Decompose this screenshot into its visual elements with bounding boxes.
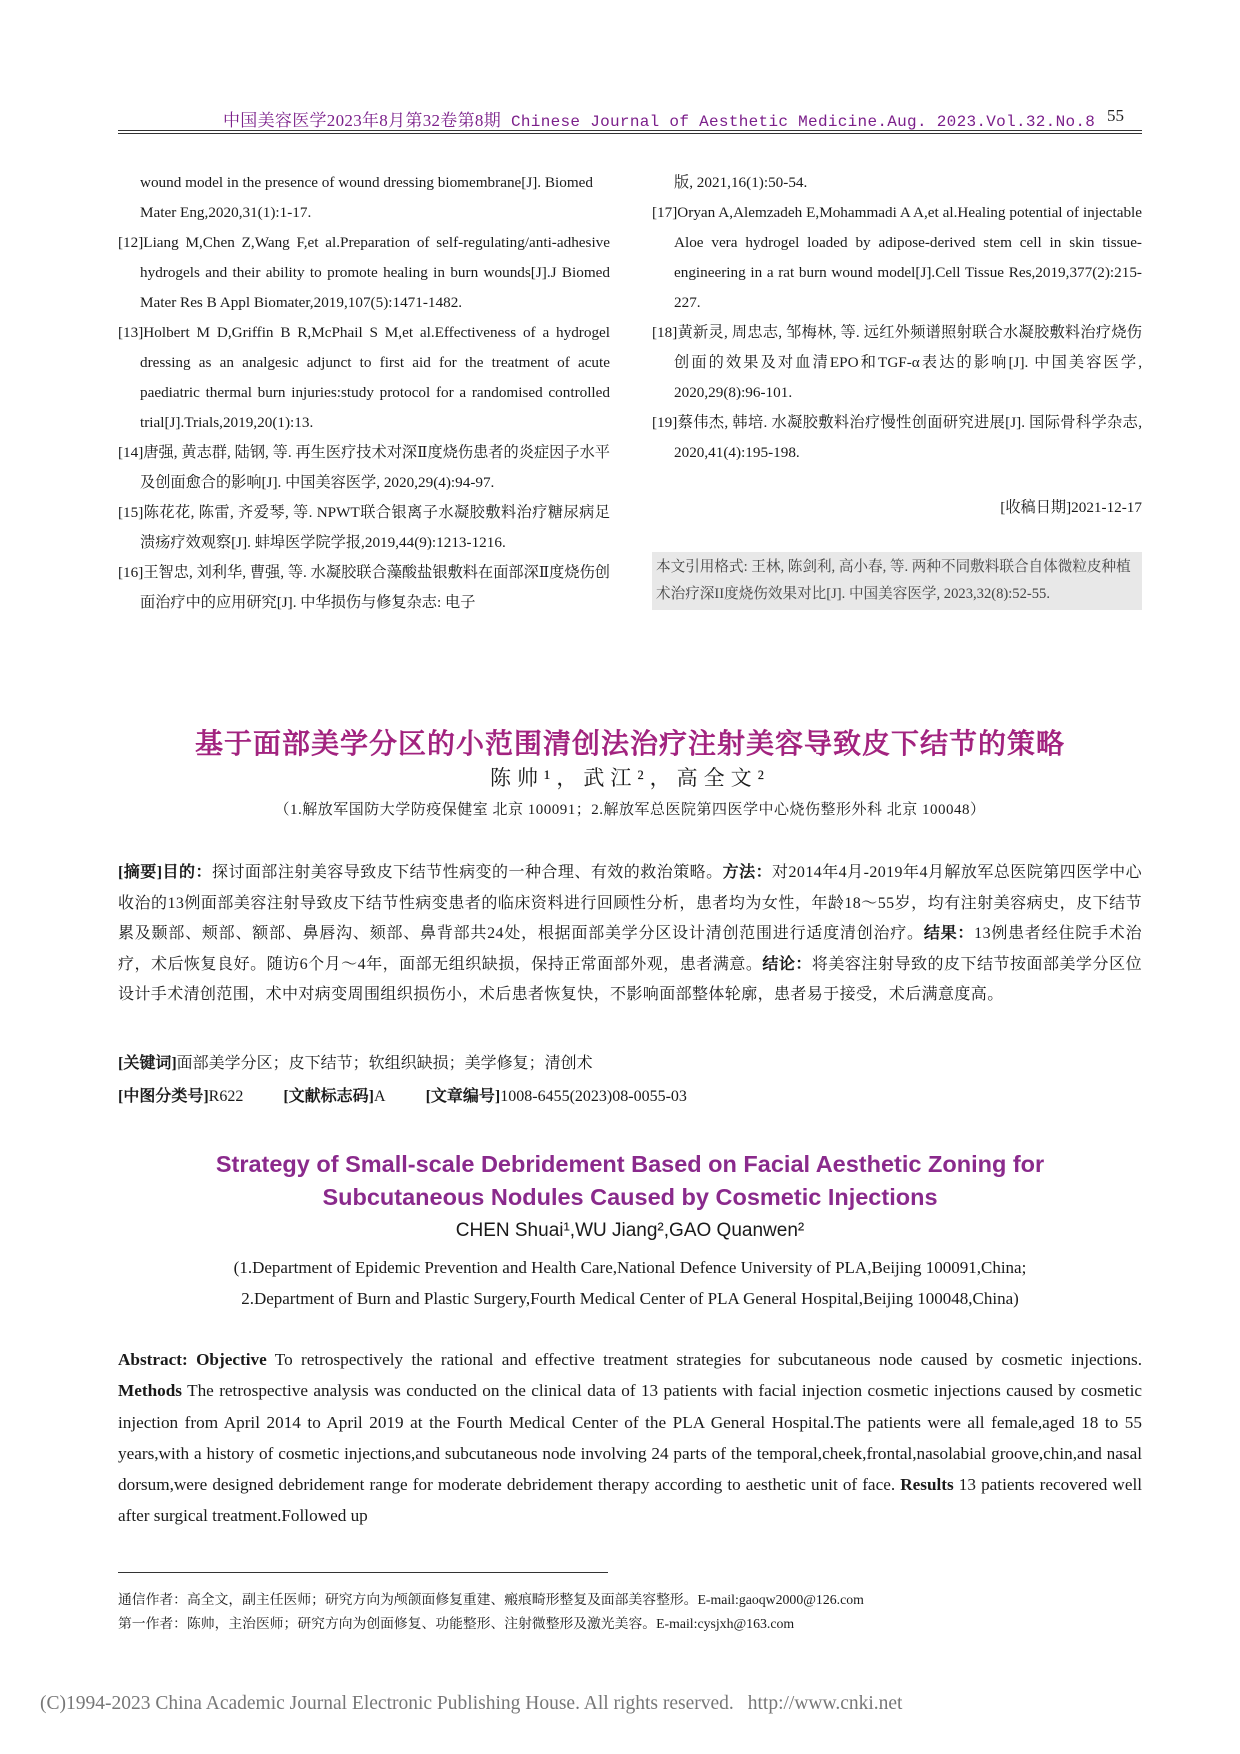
reference-item: [19]蔡伟杰, 韩培. 水凝胶敷料治疗慢性创面研究进展[J]. 国际骨科学杂志, 2020,41(4):195-198.: [652, 414, 1142, 461]
article-id-value: 1008-6455(2023)08-0055-03: [500, 1088, 687, 1105]
cnki-link[interactable]: http://www.cnki.net: [747, 1693, 903, 1714]
affiliation-en-line: (1.Department of Epidemic Prevention and Health Care,National Defence University of PLA,Beijing 100091,China;: [233, 1258, 1027, 1277]
reference-item: wound model in the presence of wound dressing biomembrane[J]. Biomed Mater Eng,2020,31(1):1-17.: [140, 174, 593, 221]
journal-title-cn: 中国美容医学2023年8月第32卷第8期: [223, 111, 501, 130]
reference-item: [17]Oryan A,Alemzadeh E,Mohammadi A A,et al.Healing potential of injectable Aloe vera hydrogel loaded by adipose-derived stem cell in skin tissue-engineering in a rat burn wound model[J].Cell Tissue Res,2019,377(2):215-227.: [652, 204, 1142, 311]
copyright-line: [40, 1693, 1200, 1715]
authors-en: CHEN Shuai¹,WU Jiang²,GAO Quanwen²: [455, 1220, 805, 1241]
footnotes: [118, 1588, 1142, 1636]
authors-cn: 陈帅¹，武江²，高全文²: [490, 766, 770, 790]
header-rule: [118, 130, 1142, 134]
objective-label: 目的：: [162, 864, 212, 881]
references-left-column: [118, 168, 610, 618]
abstract-en: [118, 1344, 1142, 1532]
article-title-cn: 基于面部美学分区的小范围清创法治疗注射美容导致皮下结节的策略: [194, 729, 1065, 760]
method-label: Methods: [118, 1381, 182, 1401]
corresponding-author-note: 通信作者：高全文，副主任医师；研究方向为颅颌面修复重建、瘢痕畸形整复及面部美容整形。E-mail:gaoqw2000@126.com: [118, 1592, 864, 1607]
keywords-cn: [118, 1050, 1142, 1073]
reference-item: [15]陈花花, 陈雷, 齐爱琴, 等. NPWT联合银离子水凝胶敷料治疗糖尿病足溃疡疗效观察[J]. 蚌埠医学院学报,2019,44(9):1213-1216.: [118, 504, 610, 551]
citation-format-box: 本文引用格式: 王林, 陈剑利, 高小春, 等. 两种不同敷料联合自体微粒皮种植术治疗深II度烧伤效果对比[J]. 中国美容医学, 2023,32(8):52-55.: [652, 552, 1142, 610]
reference-item: 版, 2021,16(1):50-54.: [674, 174, 808, 191]
title-en-line: Subcutaneous Nodules Caused by Cosmetic Injections: [322, 1184, 938, 1210]
affiliation-cn: （1.解放军国防大学防疫保健室 北京 100091；2.解放军总医院第四医学中心烧伤整形外科 北京 100048）: [274, 802, 986, 818]
objective-text: To retrospectively the rational and effective treatment strategies for subcutaneous node caused by cosmetic injections.: [274, 1350, 1143, 1369]
method-text: 对2014年4月-2019年4月解放军总医院第四医学中心收治的13例面部美容注射导致皮下结节性病变患者的临床资料进行回顾性分析，患者均为女性，年龄18～55岁，均有注射美容病史，皮下结节累及颞部、颊部、额部、鼻唇沟、颏部、鼻背部共24处，根据面部美学分区设计清创范围进行适度清创治疗。: [118, 864, 1143, 942]
journal-title-en: Chinese Journal of Aesthetic Medicine.Aug. 2023.Vol.32.No.8: [511, 113, 1096, 131]
keywords-label: [关键词]: [118, 1055, 177, 1072]
references-right-column: [652, 168, 1142, 468]
conclusion-text: 将美容注射导致的皮下结节按面部美学分区位设计手术清创范围，术中对病变周围组织损伤小，术后患者恢复快，不影响面部整体轮廓，患者易于接受，术后满意度高。: [118, 955, 1142, 1003]
reference-item: [13]Holbert M D,Griffin B R,McPhail S M,et al.Effectiveness of a hydrogel dressing as an analgesic adjunct to first aid for the treatment of acute paediatric thermal burn injuries:study protocol for a randomised controlled trial[J].Trials,2019,20(1):13.: [118, 324, 610, 431]
footnote-rule: [118, 1572, 608, 1573]
method-label: 方法：: [722, 864, 773, 881]
abstract-label: [摘要]: [118, 864, 163, 881]
article-id-label: [文章编号]: [425, 1088, 501, 1105]
conclusion-label: 结论：: [762, 955, 812, 973]
method-text: The retrospective analysis was conducted on the clinical data of 13 patients with facial injection cosmetic injections caused by cosmetic injection from April 2014 to April 2019 at the Fourth Medical Center of the PLA General Hospital.The patients were all female,aged 18 to 55 years,with a history of cosmetic injections,and subcutaneous node involving 24 parts of the temporal,cheek,frontal,nasolabial groove,chin,and nasal dorsum,were designed debridement range for moderate debridement therapy according to aesthetic unit of face.: [118, 1381, 1142, 1495]
clc-label: [中图分类号]: [118, 1088, 209, 1105]
affiliation-en-line: 2.Department of Burn and Plastic Surgery,Fourth Medical Center of PLA General Hospital,Beijing 100048,China): [241, 1289, 1019, 1308]
reference-item: [14]唐强, 黄志群, 陆钢, 等. 再生医疗技术对深Ⅱ度烧伤患者的炎症因子水平及创面愈合的影响[J]. 中国美容医学, 2020,29(4):94-97.: [118, 444, 610, 491]
reference-item: [12]Liang M,Chen Z,Wang F,et al.Preparation of self-regulating/anti-adhesive hydrogels and their ability to promote healing in burn wounds[J].J Biomed Mater Res B Appl Biomater,2019,107(5):1471-1482.: [118, 234, 610, 311]
first-author-note: 第一作者：陈帅，主治医师；研究方向为创面修复、功能整形、注射微整形及激光美容。E-mail:cysjxh@163.com: [118, 1616, 795, 1631]
keywords-text: 面部美学分区；皮下结节；软组织缺损；美学修复；清创术: [176, 1055, 593, 1072]
abstract-cn: [118, 858, 1142, 1011]
objective-label: Objective: [196, 1350, 267, 1369]
article-title-en: [118, 1148, 1142, 1214]
affiliation-en: [118, 1252, 1142, 1314]
objective-text: 探讨面部注射美容导致皮下结节性病变的一种合理、有效的救治策略。: [211, 864, 723, 881]
result-label: 结果：: [923, 925, 975, 942]
page-number: 55: [1107, 106, 1124, 125]
doc-code-label: [文献标志码]: [283, 1088, 375, 1105]
journal-title: [223, 106, 1095, 131]
abstract-label: Abstract:: [118, 1350, 188, 1369]
classification-line: [118, 1083, 1142, 1106]
clc-value: R622: [208, 1088, 244, 1105]
received-date: [收稿日期]2021-12-17: [1000, 499, 1142, 516]
copyright-text: (C)1994-2023 China Academic Journal Electronic Publishing House. All rights reserved.: [40, 1693, 734, 1714]
reference-item: [18]黄新灵, 周忠志, 邹梅林, 等. 远红外频谱照射联合水凝胶敷料治疗烧伤创面的效果及对血清EPO和TGF-α表达的影响[J]. 中国美容医学, 2020,29(8):96-101.: [652, 324, 1142, 401]
title-en-line: Strategy of Small-scale Debridement Based on Facial Aesthetic Zoning for: [215, 1151, 1045, 1177]
result-text: 13 patients recovered well after surgical treatment.Followed up: [118, 1475, 1143, 1526]
reference-item: [16]王智忠, 刘利华, 曹强, 等. 水凝胶联合藻酸盐银敷料在面部深Ⅱ度烧伤创面治疗中的应用研究[J]. 中华损伤与修复杂志: 电子: [118, 564, 610, 611]
result-label: Results: [900, 1475, 954, 1495]
result-text: 13例患者经住院手术治疗，术后恢复良好。随访6个月～4年，面部无组织缺损，保持正常面部外观，患者满意。: [118, 925, 1142, 973]
doc-code-value: A: [374, 1088, 386, 1105]
